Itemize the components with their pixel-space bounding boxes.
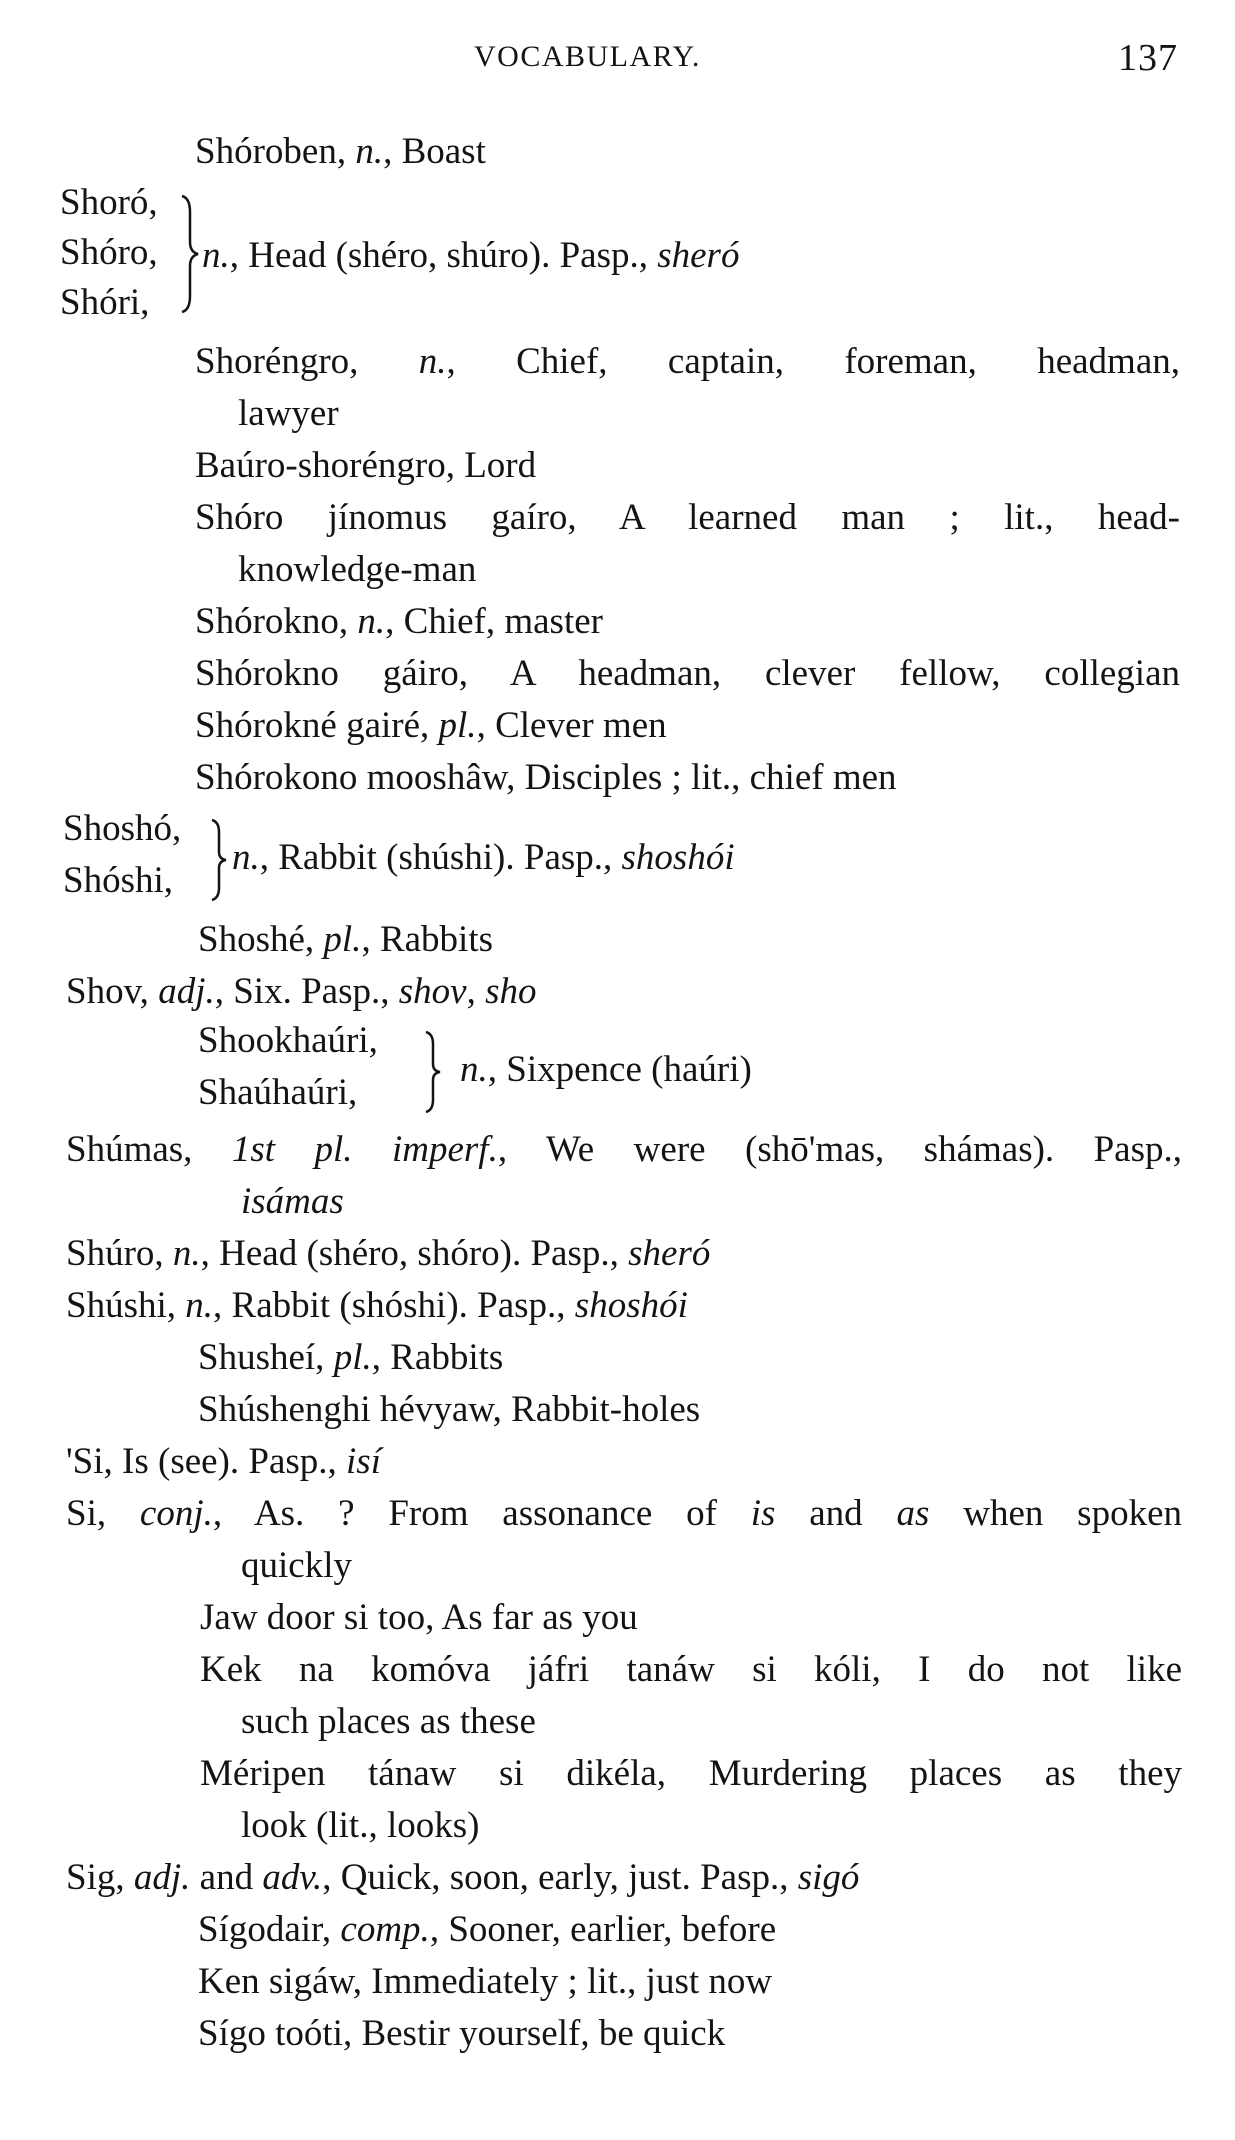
definition: , Rabbit (shúshi). Pasp., <box>259 837 622 878</box>
continuation-line: look (lit., looks) <box>241 1805 480 1846</box>
definition: , Boast <box>383 131 486 172</box>
pasp-equivalent: shov <box>398 971 467 1012</box>
italic-word: as <box>896 1493 930 1534</box>
entry-shuro <box>66 1232 710 1276</box>
entry-sub <box>198 918 493 962</box>
definition: , We were (shō'mas, shámas). Pasp., <box>497 1129 1183 1170</box>
definition: , Clever men <box>476 705 667 746</box>
definition: , Rabbits <box>371 1337 504 1378</box>
part-of-speech: conj. <box>139 1493 213 1534</box>
entry-shoroben <box>195 130 486 174</box>
continuation-line: lawyer <box>238 393 339 434</box>
curly-brace <box>178 194 200 314</box>
headword: Shúshi, <box>66 1285 186 1326</box>
part-of-speech: n. <box>418 341 447 382</box>
headword: Si, <box>66 1493 140 1534</box>
definition: when spoken <box>929 1493 1182 1534</box>
entry-si-as <box>66 1492 1182 1536</box>
pasp-equivalent: sigó <box>797 1857 860 1898</box>
part-of-speech: adj. <box>158 971 215 1012</box>
italic-word: is <box>750 1493 776 1534</box>
part-of-speech: pl. <box>438 705 477 746</box>
headword-variant: Shookhaúri, <box>198 1020 378 1061</box>
definition: , Six. Pasp., <box>214 971 399 1012</box>
entry-sub: Shórokono mooshâw, Disciples ; lit., chief men <box>195 757 897 798</box>
headword-variant: Shoró, <box>60 182 158 223</box>
headword-variant: Shaúhaúri, <box>198 1072 358 1113</box>
pasp-equivalent: shoshói <box>574 1285 688 1326</box>
part-of-speech: adj. <box>133 1857 191 1898</box>
part-of-speech: pl. <box>333 1337 372 1378</box>
entry-sub: Sígo toóti, Bestir yourself, be quick <box>198 2013 726 2054</box>
entry-sub: Ken sigáw, Immediately ; lit., just now <box>198 1961 773 2002</box>
definition: , Rabbit (shóshi). Pasp., <box>213 1285 575 1326</box>
headword: Shoshé, <box>198 919 324 960</box>
headword: Sig, <box>66 1857 134 1898</box>
part-of-speech: n. <box>355 131 384 172</box>
headword: Shov, <box>66 971 159 1012</box>
entry-shushi <box>66 1284 688 1328</box>
definition-line <box>232 836 735 880</box>
definition-line <box>460 1048 752 1092</box>
entry-sub: Méripen tánaw si dikéla, Murdering places as they <box>200 1753 1182 1794</box>
part-of-speech: n. <box>232 837 260 878</box>
pasp-equivalent: sheró <box>657 235 740 276</box>
part-of-speech: pl. <box>323 919 362 960</box>
entry-sub <box>195 704 667 748</box>
entry-sub: Kek na komóva jáfri tanáw si kóli, I do not like <box>200 1649 1182 1690</box>
definition: 'Si, Is (see). Pasp., <box>66 1441 347 1482</box>
headword: Shúmas, <box>66 1129 232 1170</box>
curly-brace <box>422 1030 442 1114</box>
definition: , Chief, master <box>385 601 603 642</box>
entry-sub <box>198 1336 503 1380</box>
headword: Shoréngro, <box>195 341 419 382</box>
entry-sub: Shúshenghi hévyaw, Rabbit-holes <box>198 1389 701 1430</box>
continuation-line: such places as these <box>241 1701 536 1742</box>
entry-sig <box>66 1856 859 1900</box>
part-of-speech: 1st pl. imperf. <box>231 1129 498 1170</box>
entry-shorokno <box>195 600 603 644</box>
entry-sub: Shóro jínomus gaíro, A learned man ; lit., head- <box>195 497 1180 538</box>
entry-si-is <box>66 1440 381 1484</box>
pasp-equivalent: shoshói <box>621 837 735 878</box>
headword: Sígodair, <box>198 1909 341 1950</box>
separator: , <box>466 971 486 1012</box>
page-header <box>0 37 1235 90</box>
definition: and <box>190 1857 263 1898</box>
continuation-line: quickly <box>241 1545 352 1586</box>
headword-variant: Shóshi, <box>63 860 174 901</box>
part-of-speech: adv. <box>262 1857 323 1898</box>
definition: and <box>775 1493 897 1534</box>
entry-sub: Shórokno gáiro, A headman, clever fellow, collegian <box>195 653 1180 694</box>
pasp-equivalent: sho <box>485 971 537 1012</box>
part-of-speech: n. <box>172 1233 201 1274</box>
headword-variant: Shoshó, <box>63 808 182 849</box>
continuation-line: knowledge-man <box>238 549 477 590</box>
entry-sub <box>198 1908 776 1952</box>
headword: Shóroben, <box>195 131 356 172</box>
part-of-speech: n. <box>185 1285 214 1326</box>
part-of-speech: n. <box>357 601 386 642</box>
part-of-speech: comp. <box>340 1909 430 1950</box>
entry-sub: Baúro-shoréngro, Lord <box>195 445 537 486</box>
curly-brace <box>208 818 228 902</box>
pasp-equivalent: sheró <box>628 1233 711 1274</box>
part-of-speech: n. <box>202 235 230 276</box>
pasp-equivalent: isí <box>346 1441 381 1482</box>
definition: , Rabbits <box>361 919 493 960</box>
entry-sub: Jaw door si too, As far as you <box>200 1597 638 1638</box>
headword: Shórokno, <box>195 601 358 642</box>
pasp-equivalent: isámas <box>241 1181 344 1222</box>
definition: , As. ? From assonance of <box>212 1493 751 1534</box>
definition: , Head (shéro, shúro). Pasp., <box>229 235 658 276</box>
part-of-speech: n. <box>460 1049 488 1090</box>
entry-shorengro <box>195 340 1180 384</box>
entry-shumas <box>66 1128 1182 1172</box>
headword: Shusheí, <box>198 1337 334 1378</box>
headword-variant: Shóro, <box>60 232 158 273</box>
headword: Shórokné gairé, <box>195 705 439 746</box>
definition: , Sooner, earlier, before <box>429 1909 777 1950</box>
headword: Shúro, <box>66 1233 173 1274</box>
headword-variant: Shóri, <box>60 282 150 323</box>
definition: , Chief, captain, foreman, headman, <box>446 341 1180 382</box>
page-number: 137 <box>1118 37 1178 79</box>
entry-shov <box>66 970 536 1014</box>
definition-line <box>202 234 739 278</box>
definition: , Quick, soon, early, just. Pasp., <box>322 1857 798 1898</box>
running-title: VOCABULARY. <box>474 40 701 73</box>
definition: , Head (shéro, shóro). Pasp., <box>200 1233 629 1274</box>
definition: , Sixpence (haúri) <box>487 1049 752 1090</box>
